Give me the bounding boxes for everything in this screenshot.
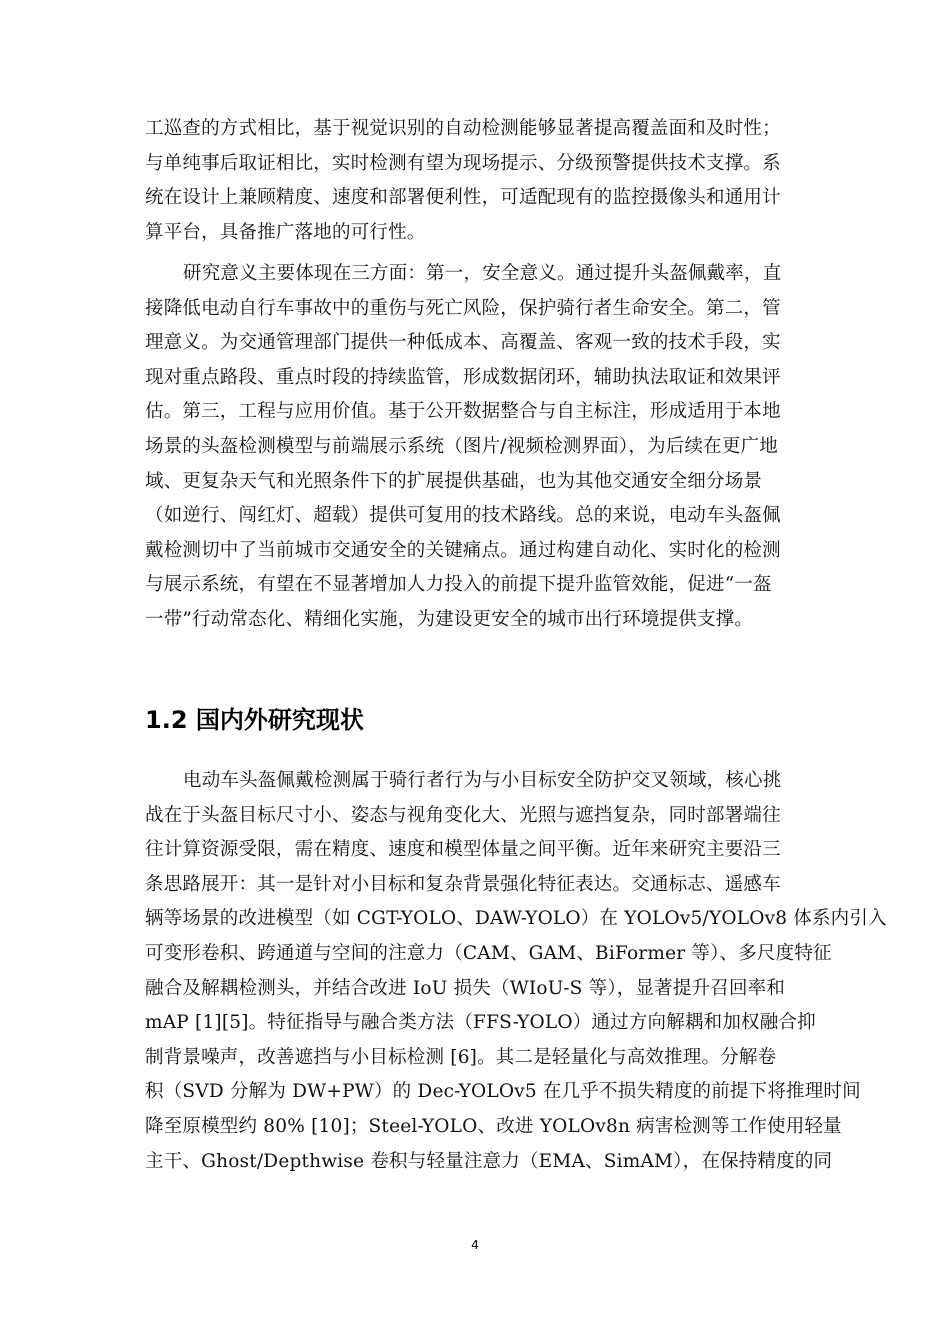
text-line: 现对重点路段、重点时段的持续监管，形成数据闭环，辅助执法取证和效果评 <box>145 366 781 388</box>
text-line: 可变形卷积、跨通道与空间的注意力（CAM、GAM、BiFormer 等）、多尺度特征 <box>145 942 832 964</box>
text-line: 条思路展开：其一是针对小目标和复杂背景强化特征表达。交通标志、遥感车 <box>145 873 781 895</box>
text-line: 与展示系统，有望在不显著增加人力投入的前提下提升监管效能，促进“一盔 <box>145 574 772 596</box>
text-line: 算平台，具备推广落地的可行性。 <box>145 221 426 243</box>
text-line: 融合及解耦检测头，并结合改进 IoU 损失（WIoU-S 等），显著提升召回率和 <box>145 977 786 999</box>
text-line: 往计算资源受限，需在精度、速度和模型体量之间平衡。近年来研究主要沿三 <box>145 839 781 861</box>
text-line: 戴检测切中了当前城市交通安全的关键痛点。通过构建自动化、实时化的检测 <box>145 539 781 561</box>
text-line: 积（SVD 分解为 DW+PW）的 Dec-YOLOv5 在几乎不损失精度的前提下将推理时间 <box>145 1081 861 1103</box>
text-line: 场景的头盔检测模型与前端展示系统（图片/视频检测界面），为后续在更广地 <box>145 435 778 457</box>
text-line: 辆等场景的改进模型（如 CGT-YOLO、DAW-YOLO）在 YOLOv5/YOLOv8 体系内引入 <box>145 908 887 930</box>
section-heading: 1.2 国内外研究现状 <box>145 706 364 734</box>
paragraph-research-status <box>145 764 887 1179</box>
page-number: 4 <box>471 1238 479 1252</box>
text-line: 主干、Ghost/Depthwise 卷积与轻量注意力（EMA、SimAM），在保持精度的同 <box>145 1150 833 1172</box>
text-line: 理意义。为交通管理部门提供一种低成本、高覆盖、客观一致的技术手段，实 <box>145 332 781 354</box>
text-line: 战在于头盔目标尺寸小、姿态与视角变化大、光照与遮挡复杂，同时部署端往 <box>145 804 781 826</box>
text-line: 电动车头盔佩戴检测属于骑行者行为与小目标安全防护交叉领域，核心挑 <box>183 770 782 791</box>
text-line: 域、更复杂天气和光照条件下的扩展提供基础，也为其他交通安全细分场景 <box>145 470 763 492</box>
text-line: 研究意义主要体现在三方面：第一，安全意义。通过提升头盔佩戴率，直 <box>183 263 782 284</box>
text-line: 统在设计上兼顾精度、速度和部署便利性，可适配现有的监控摄像头和通用计 <box>145 187 781 209</box>
text-line: mAP [1][5]。特征指导与融合类方法（FFS-YOLO）通过方向解耦和加权融合抑 <box>145 1012 816 1034</box>
text-line: 接降低电动自行车事故中的重伤与死亡风险，保护骑行者生命安全。第二，管 <box>145 297 781 319</box>
text-line: 制背景噪声，改善遮挡与小目标检测 [6]。其二是轻量化与高效推理。分解卷 <box>145 1046 777 1068</box>
text-line: 工巡查的方式相比，基于视觉识别的自动检测能够显著提高覆盖面和及时性； <box>145 118 781 139</box>
text-line: 估。第三，工程与应用价值。基于公开数据整合与自主标注，形成适用于本地 <box>145 401 781 423</box>
text-line: 降至原模型约 80% [10]；Steel-YOLO、改进 YOLOv8n 病害检测等工作使用轻量 <box>145 1115 842 1137</box>
paragraph-research-significance <box>145 257 805 638</box>
text-line: （如逆行、闯红灯、超载）提供可复用的技术路线。总的来说，电动车头盔佩 <box>145 505 781 527</box>
paragraph-continuation <box>145 112 805 250</box>
text-line: 与单纯事后取证相比，实时检测有望为现场提示、分级预警提供技术支撑。系 <box>145 152 781 174</box>
text-line: 一带”行动常态化、精细化实施，为建设更安全的城市出行环境提供支撑。 <box>145 608 754 630</box>
